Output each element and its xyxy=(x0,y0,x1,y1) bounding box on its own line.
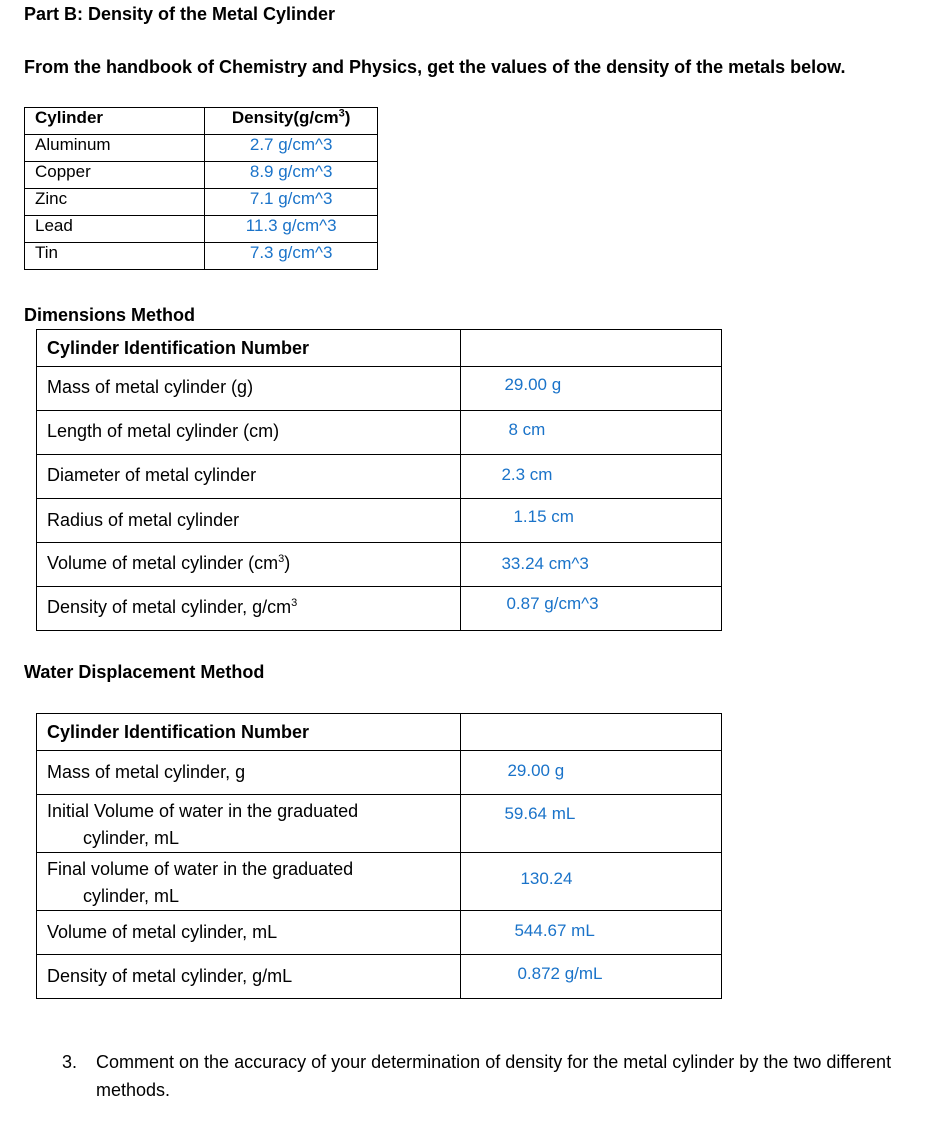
metal-name: Zinc xyxy=(25,189,205,216)
table-row xyxy=(25,189,378,216)
header-cylinder: Cylinder xyxy=(25,108,205,135)
row-value xyxy=(461,455,722,499)
table-row xyxy=(37,587,722,631)
metal-density: 2.7 g/cm^3 xyxy=(205,135,378,162)
dimensions-title: Dimensions Method xyxy=(24,305,196,325)
row-label: Cylinder Identification Number xyxy=(37,330,461,367)
metal-name: Lead xyxy=(25,216,205,243)
table-row xyxy=(37,853,722,911)
table-row xyxy=(37,330,722,367)
row-value xyxy=(461,587,722,631)
value-text: 130.24 xyxy=(520,869,573,888)
row-value xyxy=(461,543,722,587)
table-row xyxy=(37,543,722,587)
row-value xyxy=(461,751,722,795)
question-number: 3. xyxy=(62,1052,78,1072)
row-value xyxy=(461,330,722,367)
density-table xyxy=(24,107,378,270)
row-label: Density of metal cylinder, g/mL xyxy=(37,955,461,999)
value-text: 33.24 cm^3 xyxy=(501,554,589,573)
value-text: 0.872 g/mL xyxy=(517,964,603,983)
metal-density: 7.3 g/cm^3 xyxy=(205,243,378,270)
table-row xyxy=(25,162,378,189)
metal-name: Tin xyxy=(25,243,205,270)
table-row xyxy=(37,795,722,853)
row-value xyxy=(461,911,722,955)
part-title: Part B: Density of the Metal Cylinder xyxy=(24,4,336,24)
row-label: Mass of metal cylinder (g) xyxy=(37,367,461,411)
metal-name: Aluminum xyxy=(25,135,205,162)
row-label: Final volume of water in the graduated cylinder, mL xyxy=(37,853,461,911)
dimensions-table xyxy=(36,329,722,631)
table-row xyxy=(25,243,378,270)
value-text: 8 cm xyxy=(508,420,546,439)
row-label: Mass of metal cylinder, g xyxy=(37,751,461,795)
value-text: 544.67 mL xyxy=(514,921,595,940)
row-value xyxy=(461,367,722,411)
table-row xyxy=(37,499,722,543)
table-row xyxy=(37,751,722,795)
value-text: 29.00 g xyxy=(504,375,562,394)
water-table xyxy=(36,713,722,999)
metal-density: 8.9 g/cm^3 xyxy=(205,162,378,189)
metal-density: 7.1 g/cm^3 xyxy=(205,189,378,216)
row-value xyxy=(461,795,722,853)
table-row xyxy=(37,455,722,499)
row-label: Cylinder Identification Number xyxy=(37,714,461,751)
table-row xyxy=(37,411,722,455)
metal-density: 11.3 g/cm^3 xyxy=(205,216,378,243)
row-value xyxy=(461,714,722,751)
table-row xyxy=(37,955,722,999)
row-label: Length of metal cylinder (cm) xyxy=(37,411,461,455)
table-row xyxy=(37,714,722,751)
value-text: 29.00 g xyxy=(507,761,565,780)
question-text: Comment on the accuracy of your determination of density for the metal cylinder by the two different methods. xyxy=(96,1052,892,1100)
water-title: Water Displacement Method xyxy=(24,662,265,682)
value-text: 0.87 g/cm^3 xyxy=(506,594,599,613)
table-row xyxy=(25,135,378,162)
value-text: 59.64 mL xyxy=(504,804,576,823)
table-row xyxy=(37,367,722,411)
row-value xyxy=(461,499,722,543)
row-value xyxy=(461,853,722,911)
row-label: Radius of metal cylinder xyxy=(37,499,461,543)
row-value xyxy=(461,955,722,999)
row-label: Volume of metal cylinder $(cm^3)$ xyxy=(37,543,461,587)
table-row xyxy=(25,108,378,135)
row-label: Volume of metal cylinder, mL xyxy=(37,911,461,955)
value-text: 1.15 cm xyxy=(513,507,574,526)
table-row xyxy=(37,911,722,955)
row-value xyxy=(461,411,722,455)
table-row xyxy=(25,216,378,243)
metal-name: Copper xyxy=(25,162,205,189)
header-density: $Density(g/cm^3)$ xyxy=(205,108,378,135)
row-label: Diameter of metal cylinder xyxy=(37,455,461,499)
intro-text: From the handbook of Chemistry and Physics, get the values of the density of the metals below. xyxy=(24,57,846,77)
row-label: Density of metal cylinder, $g/cm^3$ xyxy=(37,587,461,631)
row-label: Initial Volume of water in the graduated cylinder, mL xyxy=(37,795,461,853)
value-text: 2.3 cm xyxy=(501,465,553,484)
